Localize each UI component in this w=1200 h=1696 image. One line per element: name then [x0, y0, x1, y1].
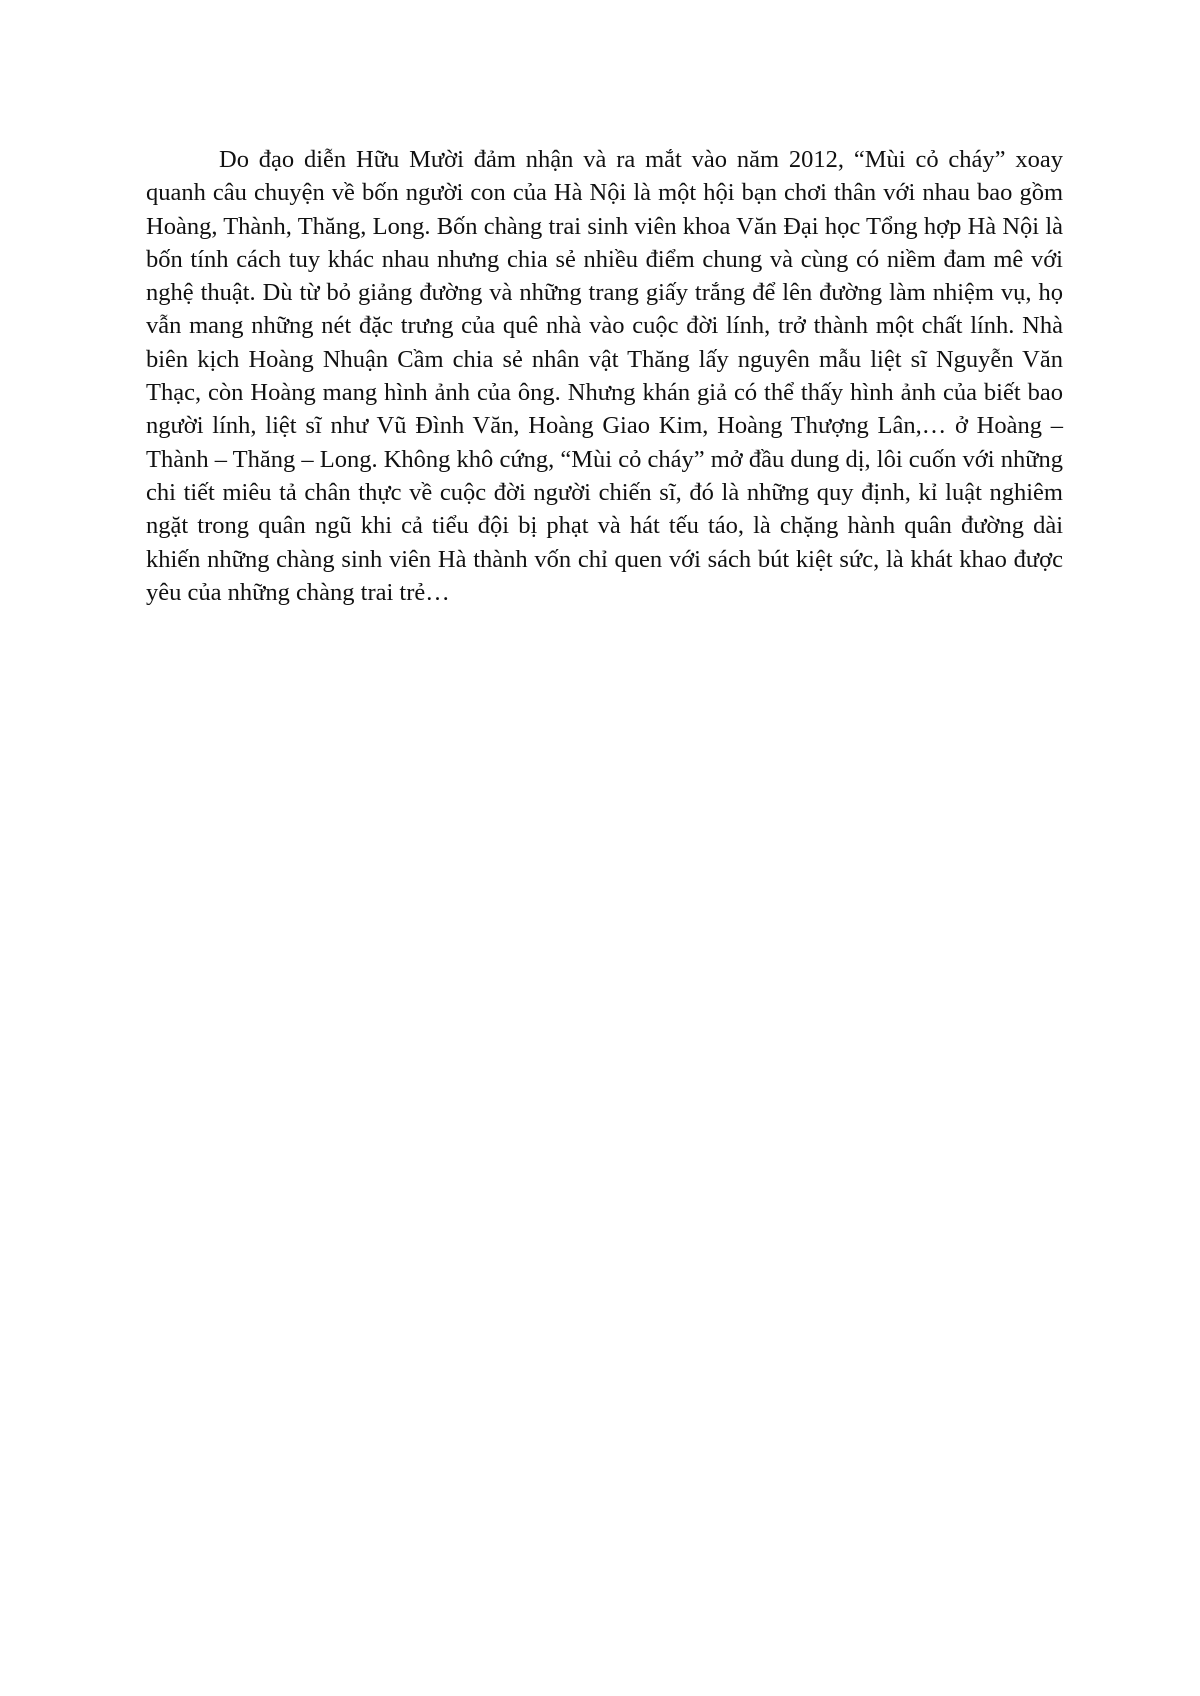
body-paragraph: Do đạo diễn Hữu Mười đảm nhận và ra mắt vào năm 2012, “Mùi cỏ cháy” xoay quanh câu chuyện về bốn người con của Hà Nội là một hội bạn chơi thân với nhau bao gồm Hoàng, Thành, Thăng, Long. Bốn chàng trai sinh viên khoa Văn Đại học Tổng hợp Hà Nội là bốn tính cách tuy khác nhau nhưng chia sẻ nhiều điểm chung và cùng có niềm đam mê với nghệ thuật. Dù từ bỏ giảng đường và những trang giấy trắng để lên đường làm nhiệm vụ, họ vẫn mang những nét đặc trưng của quê nhà vào cuộc đời lính, trở thành một chất lính. Nhà biên kịch Hoàng Nhuận Cầm chia sẻ nhân vật Thăng lấy nguyên mẫu liệt sĩ Nguyễn Văn Thạc, còn Hoàng mang hình ảnh của ông. Nhưng khán giả có thể thấy hình ảnh của biết bao người lính, liệt sĩ như Vũ Đình Văn, Hoàng Giao Kim, Hoàng Thượng Lân,… ở Hoàng – Thành – Thăng – Long. Không khô cứng, “Mùi cỏ cháy” mở đầu dung dị, lôi cuốn với những chi tiết miêu tả chân thực về cuộc đời người chiến sĩ, đó là những quy định, kỉ luật nghiêm ngặt trong quân ngũ khi cả tiểu đội bị phạt và hát tếu táo, là chặng hành quân đường dài khiến những chàng sinh viên Hà thành vốn chỉ quen với sách bút kiệt sức, là khát khao được yêu của những chàng trai trẻ… [146, 146, 1063, 606]
